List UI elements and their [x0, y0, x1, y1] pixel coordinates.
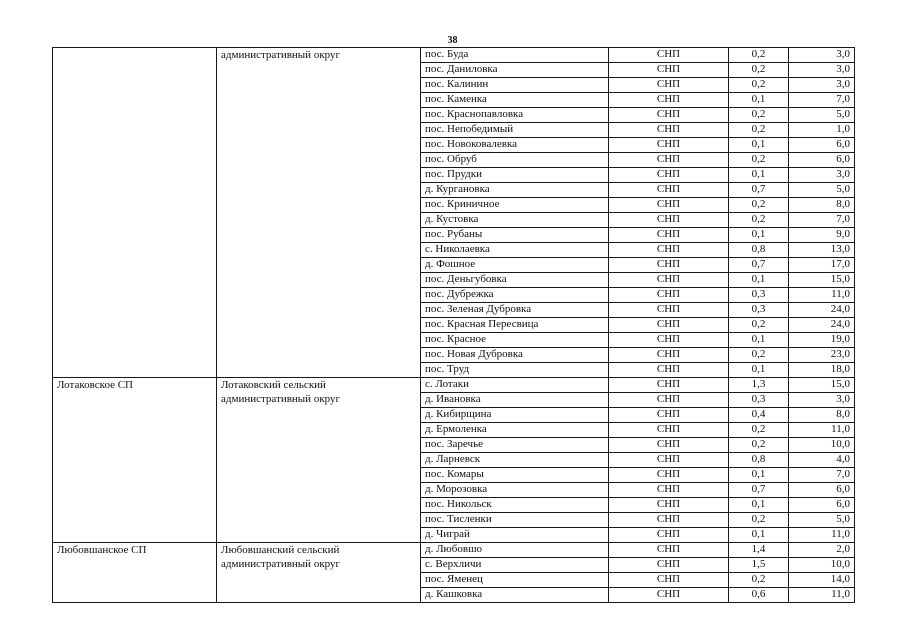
locality-name-cell: пос. Буда [421, 48, 609, 63]
distance-cell: 18,0 [789, 363, 855, 378]
locality-type-cell: СНП [609, 588, 729, 603]
value-cell: 0,3 [729, 393, 789, 408]
locality-type-cell: СНП [609, 363, 729, 378]
locality-type-cell: СНП [609, 333, 729, 348]
distance-cell: 7,0 [789, 468, 855, 483]
value-cell: 0,2 [729, 513, 789, 528]
locality-type-cell: СНП [609, 198, 729, 213]
distance-cell: 8,0 [789, 198, 855, 213]
locality-type-cell: СНП [609, 573, 729, 588]
value-cell: 1,5 [729, 558, 789, 573]
distance-cell: 24,0 [789, 318, 855, 333]
value-cell: 0,2 [729, 153, 789, 168]
locality-name-cell: д. Ларневск [421, 453, 609, 468]
distance-cell: 9,0 [789, 228, 855, 243]
locality-name-cell: с. Николаевка [421, 243, 609, 258]
district-cell: Лотаковский сельский административный округ [217, 378, 421, 543]
distance-cell: 13,0 [789, 243, 855, 258]
distance-cell: 19,0 [789, 333, 855, 348]
value-cell: 0,1 [729, 273, 789, 288]
value-cell: 0,7 [729, 183, 789, 198]
settlement-cell: Лотаковское СП [53, 378, 217, 543]
locality-name-cell: пос. Красное [421, 333, 609, 348]
distance-cell: 6,0 [789, 153, 855, 168]
locality-name-cell: пос. Прудки [421, 168, 609, 183]
locality-type-cell: СНП [609, 393, 729, 408]
value-cell: 0,2 [729, 573, 789, 588]
distance-cell: 11,0 [789, 528, 855, 543]
locality-type-cell: СНП [609, 303, 729, 318]
locality-type-cell: СНП [609, 408, 729, 423]
locality-name-cell: д. Ермоленка [421, 423, 609, 438]
value-cell: 0,7 [729, 258, 789, 273]
distance-cell: 10,0 [789, 558, 855, 573]
locality-name-cell: д. Любовшо [421, 543, 609, 558]
value-cell: 0,2 [729, 213, 789, 228]
distance-cell: 3,0 [789, 78, 855, 93]
value-cell: 0,2 [729, 78, 789, 93]
locality-name-cell: пос. Новоковалевка [421, 138, 609, 153]
locality-type-cell: СНП [609, 168, 729, 183]
value-cell: 0,1 [729, 363, 789, 378]
distance-cell: 7,0 [789, 213, 855, 228]
distance-cell: 14,0 [789, 573, 855, 588]
distance-cell: 8,0 [789, 408, 855, 423]
distance-cell: 3,0 [789, 168, 855, 183]
locality-name-cell: пос. Красная Пересвица [421, 318, 609, 333]
value-cell: 0,2 [729, 63, 789, 78]
locality-name-cell: д. Ивановка [421, 393, 609, 408]
locality-name-cell: пос. Рубаны [421, 228, 609, 243]
locality-name-cell: пос. Дубрежка [421, 288, 609, 303]
locality-type-cell: СНП [609, 453, 729, 468]
locality-name-cell: д. Фошное [421, 258, 609, 273]
locality-name-cell: с. Верхличи [421, 558, 609, 573]
value-cell: 0,6 [729, 588, 789, 603]
locality-name-cell: пос. Новая Дубровка [421, 348, 609, 363]
locality-type-cell: СНП [609, 528, 729, 543]
locality-type-cell: СНП [609, 153, 729, 168]
table-row [53, 543, 855, 558]
distance-cell: 11,0 [789, 288, 855, 303]
locality-type-cell: СНП [609, 123, 729, 138]
distance-cell: 11,0 [789, 588, 855, 603]
locality-type-cell: СНП [609, 258, 729, 273]
distance-cell: 7,0 [789, 93, 855, 108]
locality-name-cell: пос. Каменка [421, 93, 609, 108]
distance-cell: 5,0 [789, 108, 855, 123]
locality-name-cell: с. Лотаки [421, 378, 609, 393]
value-cell: 0,3 [729, 288, 789, 303]
locality-name-cell: пос. Даниловка [421, 63, 609, 78]
distance-cell: 11,0 [789, 423, 855, 438]
locality-type-cell: СНП [609, 48, 729, 63]
settlement-cell: Любовшанское СП [53, 543, 217, 603]
value-cell: 0,1 [729, 168, 789, 183]
value-cell: 0,2 [729, 123, 789, 138]
value-cell: 0,2 [729, 108, 789, 123]
locality-name-cell: пос. Криничное [421, 198, 609, 213]
table-body [53, 48, 855, 603]
locality-type-cell: СНП [609, 468, 729, 483]
distance-cell: 17,0 [789, 258, 855, 273]
table-row [53, 48, 855, 63]
distance-cell: 5,0 [789, 183, 855, 198]
locality-name-cell: д. Кашковка [421, 588, 609, 603]
value-cell: 0,1 [729, 528, 789, 543]
distance-cell: 24,0 [789, 303, 855, 318]
value-cell: 0,1 [729, 228, 789, 243]
locality-type-cell: СНП [609, 228, 729, 243]
locality-type-cell: СНП [609, 78, 729, 93]
distance-cell: 23,0 [789, 348, 855, 363]
value-cell: 0,1 [729, 498, 789, 513]
distance-cell: 2,0 [789, 543, 855, 558]
value-cell: 0,4 [729, 408, 789, 423]
locality-name-cell: пос. Тисленки [421, 513, 609, 528]
value-cell: 0,2 [729, 48, 789, 63]
distance-cell: 6,0 [789, 138, 855, 153]
distance-cell: 15,0 [789, 378, 855, 393]
locality-name-cell: д. Морозовка [421, 483, 609, 498]
locality-name-cell: д. Кургановка [421, 183, 609, 198]
locality-type-cell: СНП [609, 378, 729, 393]
value-cell: 1,3 [729, 378, 789, 393]
locality-type-cell: СНП [609, 93, 729, 108]
locality-type-cell: СНП [609, 243, 729, 258]
locality-name-cell: д. Кустовка [421, 213, 609, 228]
page-number: 38 [447, 35, 458, 46]
locality-name-cell: пос. Деньгубовка [421, 273, 609, 288]
value-cell: 0,1 [729, 333, 789, 348]
locality-type-cell: СНП [609, 183, 729, 198]
locality-name-cell: пос. Заречье [421, 438, 609, 453]
locality-name-cell: пос. Непобедимый [421, 123, 609, 138]
distance-cell: 1,0 [789, 123, 855, 138]
value-cell: 0,2 [729, 438, 789, 453]
value-cell: 0,8 [729, 453, 789, 468]
distance-cell: 10,0 [789, 438, 855, 453]
locality-type-cell: СНП [609, 348, 729, 363]
table-row [53, 378, 855, 393]
locality-name-cell: пос. Никольск [421, 498, 609, 513]
locality-name-cell: пос. Комары [421, 468, 609, 483]
locality-type-cell: СНП [609, 513, 729, 528]
distance-cell: 5,0 [789, 513, 855, 528]
value-cell: 1,4 [729, 543, 789, 558]
locality-type-cell: СНП [609, 543, 729, 558]
locality-type-cell: СНП [609, 438, 729, 453]
value-cell: 0,1 [729, 468, 789, 483]
value-cell: 0,1 [729, 93, 789, 108]
locality-type-cell: СНП [609, 288, 729, 303]
locality-type-cell: СНП [609, 558, 729, 573]
value-cell: 0,3 [729, 303, 789, 318]
distance-cell: 15,0 [789, 273, 855, 288]
locality-type-cell: СНП [609, 138, 729, 153]
distance-cell: 3,0 [789, 393, 855, 408]
distance-cell: 6,0 [789, 483, 855, 498]
value-cell: 0,2 [729, 423, 789, 438]
settlements-table [52, 47, 855, 603]
district-cell: административный округ [217, 48, 421, 378]
value-cell: 0,2 [729, 318, 789, 333]
distance-cell: 3,0 [789, 48, 855, 63]
distance-cell: 6,0 [789, 498, 855, 513]
distance-cell: 4,0 [789, 453, 855, 468]
value-cell: 0,8 [729, 243, 789, 258]
locality-name-cell: пос. Краснопавловка [421, 108, 609, 123]
value-cell: 0,7 [729, 483, 789, 498]
locality-type-cell: СНП [609, 498, 729, 513]
locality-name-cell: пос. Зеленая Дубровка [421, 303, 609, 318]
locality-type-cell: СНП [609, 423, 729, 438]
locality-type-cell: СНП [609, 273, 729, 288]
locality-name-cell: пос. Труд [421, 363, 609, 378]
locality-type-cell: СНП [609, 108, 729, 123]
value-cell: 0,2 [729, 198, 789, 213]
locality-name-cell: пос. Калинин [421, 78, 609, 93]
settlement-cell [53, 48, 217, 378]
locality-name-cell: пос. Яменец [421, 573, 609, 588]
locality-type-cell: СНП [609, 483, 729, 498]
locality-type-cell: СНП [609, 213, 729, 228]
value-cell: 0,1 [729, 138, 789, 153]
locality-name-cell: д. Кибирщина [421, 408, 609, 423]
locality-type-cell: СНП [609, 318, 729, 333]
district-cell: Любовшанский сельский административный округ [217, 543, 421, 603]
value-cell: 0,2 [729, 348, 789, 363]
distance-cell: 3,0 [789, 63, 855, 78]
locality-type-cell: СНП [609, 63, 729, 78]
locality-name-cell: пос. Обруб [421, 153, 609, 168]
locality-name-cell: д. Чиграй [421, 528, 609, 543]
